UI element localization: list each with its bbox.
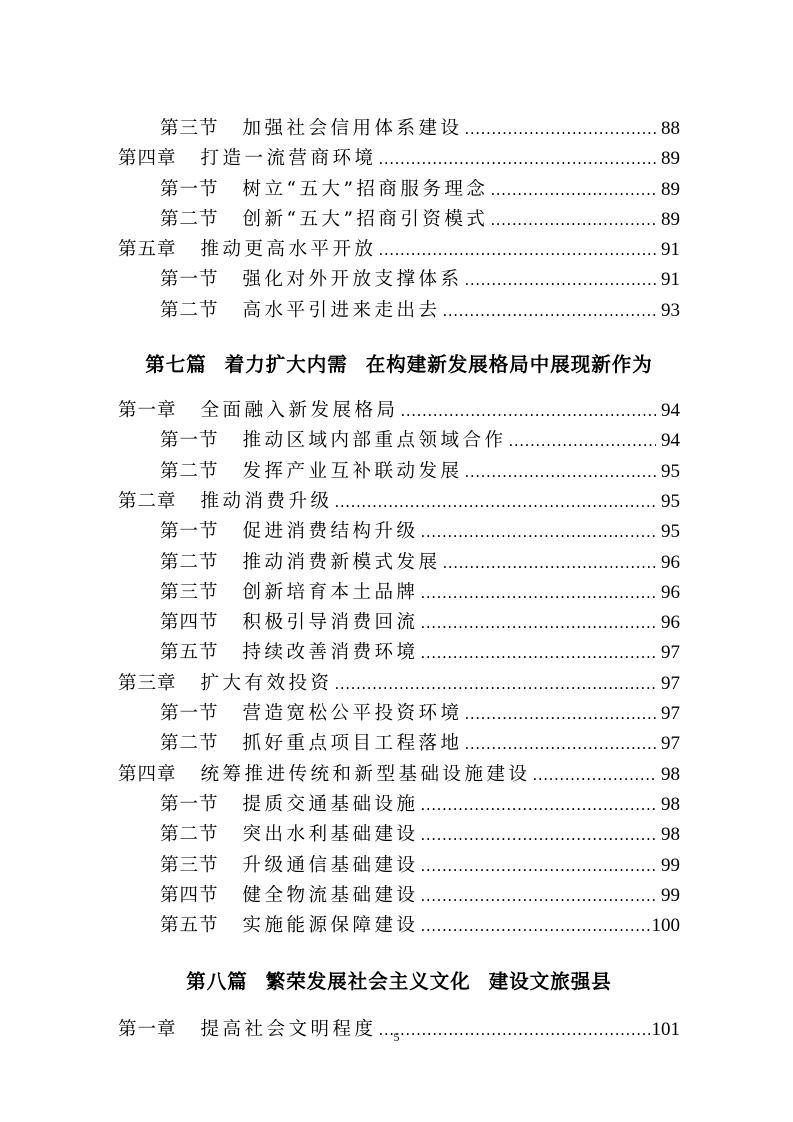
entry-number: 第四节 xyxy=(160,884,219,906)
toc-section-entry[interactable] xyxy=(118,548,680,578)
dot-leader xyxy=(490,205,656,235)
entry-page-number: 95 xyxy=(661,521,680,543)
entry-page-number: 97 xyxy=(661,642,680,664)
entry-page-number: 97 xyxy=(661,672,680,694)
entry-number: 第一章 xyxy=(118,400,177,422)
entry-number: 第二节 xyxy=(160,299,219,321)
entry-title: 扩大有效投资 xyxy=(200,672,333,694)
toc-section-entry[interactable] xyxy=(118,175,680,205)
dot-leader xyxy=(421,851,656,881)
part-heading-8 xyxy=(118,953,680,1011)
toc-group-part7 xyxy=(118,396,680,941)
entry-page-number: 100 xyxy=(651,915,680,937)
entry-page-number: 95 xyxy=(661,490,680,512)
entry-page-number: 95 xyxy=(661,460,680,482)
toc-section-entry[interactable] xyxy=(118,205,680,235)
entry-title: 持续改善消费环境 xyxy=(242,642,419,664)
entry-page-number: 93 xyxy=(661,299,680,321)
toc-group-part6-tail xyxy=(118,114,680,326)
entry-number: 第二节 xyxy=(160,460,219,482)
toc-section-entry[interactable] xyxy=(118,729,680,759)
dot-leader xyxy=(465,265,656,295)
dot-leader xyxy=(421,790,656,820)
dot-leader xyxy=(421,638,656,668)
entry-number: 第三节 xyxy=(160,581,219,603)
entry-number: 第五节 xyxy=(160,642,219,664)
entry-page-number: 96 xyxy=(661,581,680,603)
dot-leader xyxy=(465,699,656,729)
entry-page-number: 91 xyxy=(661,239,680,261)
part-title-2: 建设文旅强县 xyxy=(488,970,612,994)
dot-leader xyxy=(421,820,656,850)
entry-number: 第二章 xyxy=(118,490,177,512)
dot-leader xyxy=(401,396,656,426)
toc-chapter-entry[interactable] xyxy=(118,235,680,265)
toc-section-entry[interactable] xyxy=(118,517,680,547)
toc-section-entry[interactable] xyxy=(118,578,680,608)
entry-page-number: 99 xyxy=(661,854,680,876)
toc-section-entry[interactable] xyxy=(118,426,680,456)
entry-number: 第一节 xyxy=(160,793,219,815)
entry-page-number: 98 xyxy=(661,824,680,846)
entry-number: 第四章 xyxy=(118,148,177,170)
part-label: 第八篇 xyxy=(186,970,248,994)
toc-section-entry[interactable] xyxy=(118,881,680,911)
entry-page-number: 97 xyxy=(661,703,680,725)
entry-title: 营造宽松公平投资环境 xyxy=(242,703,463,725)
entry-number: 第三章 xyxy=(118,672,177,694)
entry-title: 发挥产业互补联动发展 xyxy=(242,460,463,482)
page-number: 5 xyxy=(393,1030,400,1044)
part-title-2: 在构建新发展格局中展现新作为 xyxy=(365,353,653,377)
entry-page-number: 89 xyxy=(661,148,680,170)
entry-title: 突出水利基础建设 xyxy=(242,824,419,846)
entry-number: 第三节 xyxy=(160,118,219,139)
dot-leader xyxy=(490,175,656,205)
entry-title: 提高社会文明程度 xyxy=(200,1019,377,1041)
dot-leader xyxy=(421,881,656,911)
entry-number: 第一节 xyxy=(160,521,219,543)
dot-leader xyxy=(421,911,650,941)
entry-title: 推动更高水平开放 xyxy=(200,239,377,261)
entry-title: 强化对外开放支撑体系 xyxy=(242,269,463,291)
part-title-1: 着力扩大内需 xyxy=(224,353,348,377)
entry-title: 健全物流基础建设 xyxy=(242,884,419,906)
entry-page-number: 94 xyxy=(661,430,680,452)
entry-title: 高水平引进来走出去 xyxy=(242,299,441,321)
dot-leader xyxy=(533,760,656,790)
entry-title: 促进消费结构升级 xyxy=(242,521,419,543)
entry-title: 实施能源保障建设 xyxy=(242,915,419,937)
entry-page-number: 91 xyxy=(661,269,680,291)
toc-section-entry[interactable] xyxy=(118,790,680,820)
entry-number: 第一节 xyxy=(160,269,219,291)
dot-leader xyxy=(379,235,656,265)
dot-leader xyxy=(443,296,656,326)
entry-number: 第五章 xyxy=(118,239,177,261)
toc-chapter-entry[interactable] xyxy=(118,760,680,790)
part-heading-7 xyxy=(118,336,680,394)
entry-title: 抓好重点项目工程落地 xyxy=(242,733,463,755)
entry-title: 积极引导消费回流 xyxy=(242,612,419,634)
entry-number: 第二节 xyxy=(160,733,219,755)
entry-title: 创新培育本土品牌 xyxy=(242,581,419,603)
dot-leader xyxy=(335,669,656,699)
entry-number: 第四章 xyxy=(118,763,177,785)
part-title-1: 繁荣发展社会主义文化 xyxy=(265,970,471,994)
dot-leader xyxy=(465,114,656,144)
toc-chapter-entry[interactable] xyxy=(118,396,680,426)
toc-section-entry[interactable] xyxy=(118,457,680,487)
entry-number: 第二节 xyxy=(160,551,219,573)
entry-page-number: 96 xyxy=(661,612,680,634)
entry-page-number: 94 xyxy=(661,400,680,422)
toc-chapter-entry[interactable] xyxy=(118,669,680,699)
toc-section-entry[interactable] xyxy=(118,911,680,941)
entry-title: 推动消费新模式发展 xyxy=(242,551,441,573)
entry-number: 第一节 xyxy=(160,703,219,725)
entry-number: 第五节 xyxy=(160,915,219,937)
entry-page-number: 96 xyxy=(661,551,680,573)
toc-section-entry[interactable] xyxy=(118,851,680,881)
entry-page-number: 97 xyxy=(661,733,680,755)
toc-section-entry[interactable] xyxy=(118,296,680,326)
entry-title: 加强社会信用体系建设 xyxy=(242,118,463,139)
toc-section-entry[interactable] xyxy=(118,820,680,850)
entry-number: 第一节 xyxy=(160,430,219,452)
entry-title: 推动消费升级 xyxy=(200,490,333,512)
toc-section-entry[interactable] xyxy=(118,114,680,144)
toc-section-entry[interactable] xyxy=(118,608,680,638)
entry-page-number: 88 xyxy=(661,118,680,139)
dot-leader xyxy=(509,426,656,456)
dot-leader xyxy=(443,548,656,578)
entry-page-number: 89 xyxy=(661,208,680,230)
entry-number: 第四节 xyxy=(160,612,219,634)
entry-number: 第二节 xyxy=(160,824,219,846)
dot-leader xyxy=(465,457,656,487)
dot-leader xyxy=(465,729,656,759)
table-of-contents xyxy=(118,114,680,1046)
entry-number: 第一章 xyxy=(118,1019,177,1041)
entry-title: 统筹推进传统和新型基础设施建设 xyxy=(200,763,531,785)
entry-title: 升级通信基础建设 xyxy=(242,854,419,876)
toc-section-entry[interactable] xyxy=(118,638,680,668)
entry-number: 第三节 xyxy=(160,854,219,876)
dot-leader xyxy=(379,144,656,174)
entry-number: 第一节 xyxy=(160,178,219,200)
entry-page-number: 98 xyxy=(661,763,680,785)
entry-page-number: 101 xyxy=(651,1019,680,1041)
entry-number: 第二节 xyxy=(160,208,219,230)
entry-title: 创新“五大”招商引资模式 xyxy=(242,208,489,230)
entry-page-number: 89 xyxy=(661,178,680,200)
toc-chapter-entry[interactable] xyxy=(118,487,680,517)
dot-leader xyxy=(421,517,656,547)
entry-title: 打造一流营商环境 xyxy=(200,148,377,170)
entry-page-number: 98 xyxy=(661,793,680,815)
toc-section-entry[interactable] xyxy=(118,699,680,729)
entry-title: 提质交通基础设施 xyxy=(242,793,419,815)
entry-title: 树立“五大”招商服务理念 xyxy=(242,178,489,200)
dot-leader xyxy=(421,578,656,608)
part-label: 第七篇 xyxy=(145,353,207,377)
toc-chapter-entry[interactable] xyxy=(118,144,680,174)
entry-title: 全面融入新发展格局 xyxy=(200,400,399,422)
dot-leader xyxy=(421,608,656,638)
entry-page-number: 99 xyxy=(661,884,680,906)
dot-leader xyxy=(335,487,656,517)
entry-title: 推动区域内部重点领域合作 xyxy=(242,430,507,452)
toc-section-entry[interactable] xyxy=(118,265,680,295)
